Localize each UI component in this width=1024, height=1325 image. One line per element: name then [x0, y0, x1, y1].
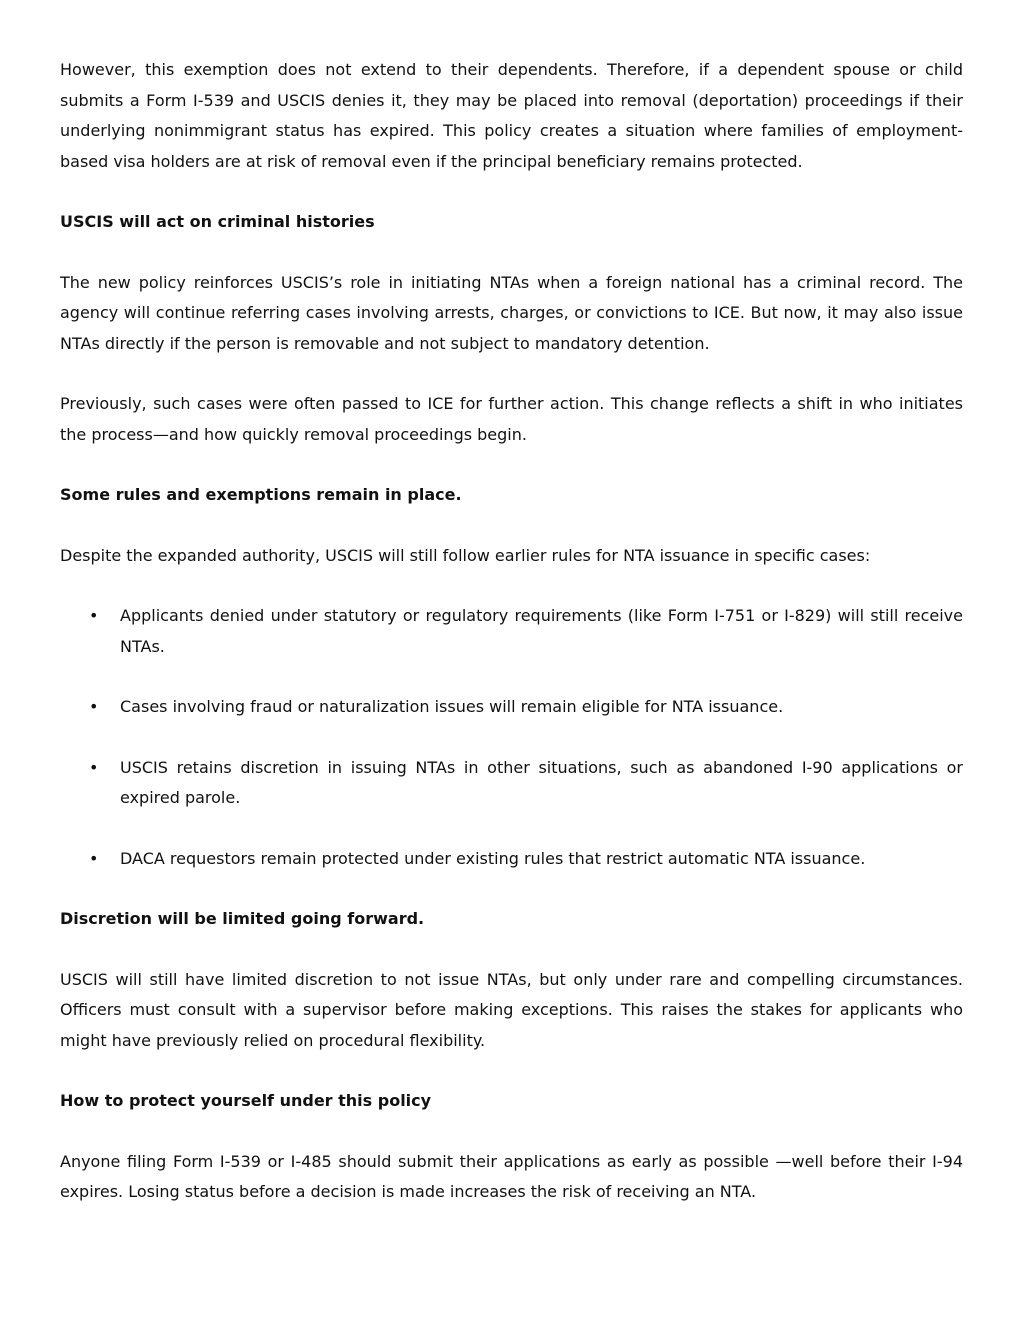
heading-criminal-histories: USCIS will act on criminal histories [60, 212, 375, 231]
paragraph-criminal-record-policy: The new policy reinforces USCIS’s role in initiating NTAs when a foreign national has a criminal record. The agency will continue referring cases involving arrests, charges, or convictions to ICE. But now, it may also issue NTAs directly if the person is removable and not subject to mandatory detention. [60, 272, 963, 353]
paragraph-expanded-authority: Despite the expanded authority, USCIS will still follow earlier rules for NTA issuance in specific cases: [60, 545, 871, 565]
bullet-icon: • [89, 848, 99, 868]
bullet-icon: • [89, 697, 99, 716]
list-item [60, 692, 963, 723]
list-item [60, 753, 963, 814]
bullet-icon: • [89, 606, 99, 625]
list-item-text: Applicants denied under statutory or regulatory requirements (like Form I-751 or I-829) will still receive NTAs. [120, 606, 963, 656]
paragraph-previous-practice: Previously, such cases were often passed to ICE for further action. This change reflects a shift in who initiates the process—and how quickly removal proceedings begin. [60, 394, 963, 444]
list-item [60, 844, 963, 875]
list-item [60, 601, 963, 662]
bullet-icon: • [89, 757, 99, 777]
exemptions-list [60, 601, 963, 874]
list-item-text: USCIS retains discretion in issuing NTAs in other situations, such as abandoned I-90 applications or expired parole. [120, 757, 963, 807]
document-page [60, 55, 963, 1238]
heading-discretion-limited: Discretion will be limited going forward. [60, 909, 425, 928]
heading-rules-exemptions: Some rules and exemptions remain in place. [60, 485, 462, 504]
paragraph-file-early: Anyone filing Form I-539 or I-485 should submit their applications as early as possible —well before their I-94 expires. Losing status before a decision is made increases the risk of receiving an NTA. [60, 1151, 963, 1201]
list-item-text: Cases involving fraud or naturalization issues will remain eligible for NTA issuance. [120, 697, 784, 716]
paragraph-limited-discretion: USCIS will still have limited discretion to not issue NTAs, but only under rare and compelling circumstances. Officers must consult with a supervisor before making exceptions. This raises the stakes for applicants who might have previously relied on procedural flexibility. [60, 969, 963, 1050]
list-item-text: DACA requestors remain protected under existing rules that restrict automatic NTA issuance. [120, 848, 866, 868]
paragraph-dependents-exemption: However, this exemption does not extend to their dependents. Therefore, if a dependent spouse or child submits a Form I-539 and USCIS denies it, they may be placed into removal (deportation) proceedings if their underlying nonimmigrant status has expired. This policy creates a situation where families of employment-based visa holders are at risk of removal even if the principal beneficiary remains protected. [60, 60, 963, 171]
heading-how-to-protect: How to protect yourself under this policy [60, 1091, 432, 1110]
